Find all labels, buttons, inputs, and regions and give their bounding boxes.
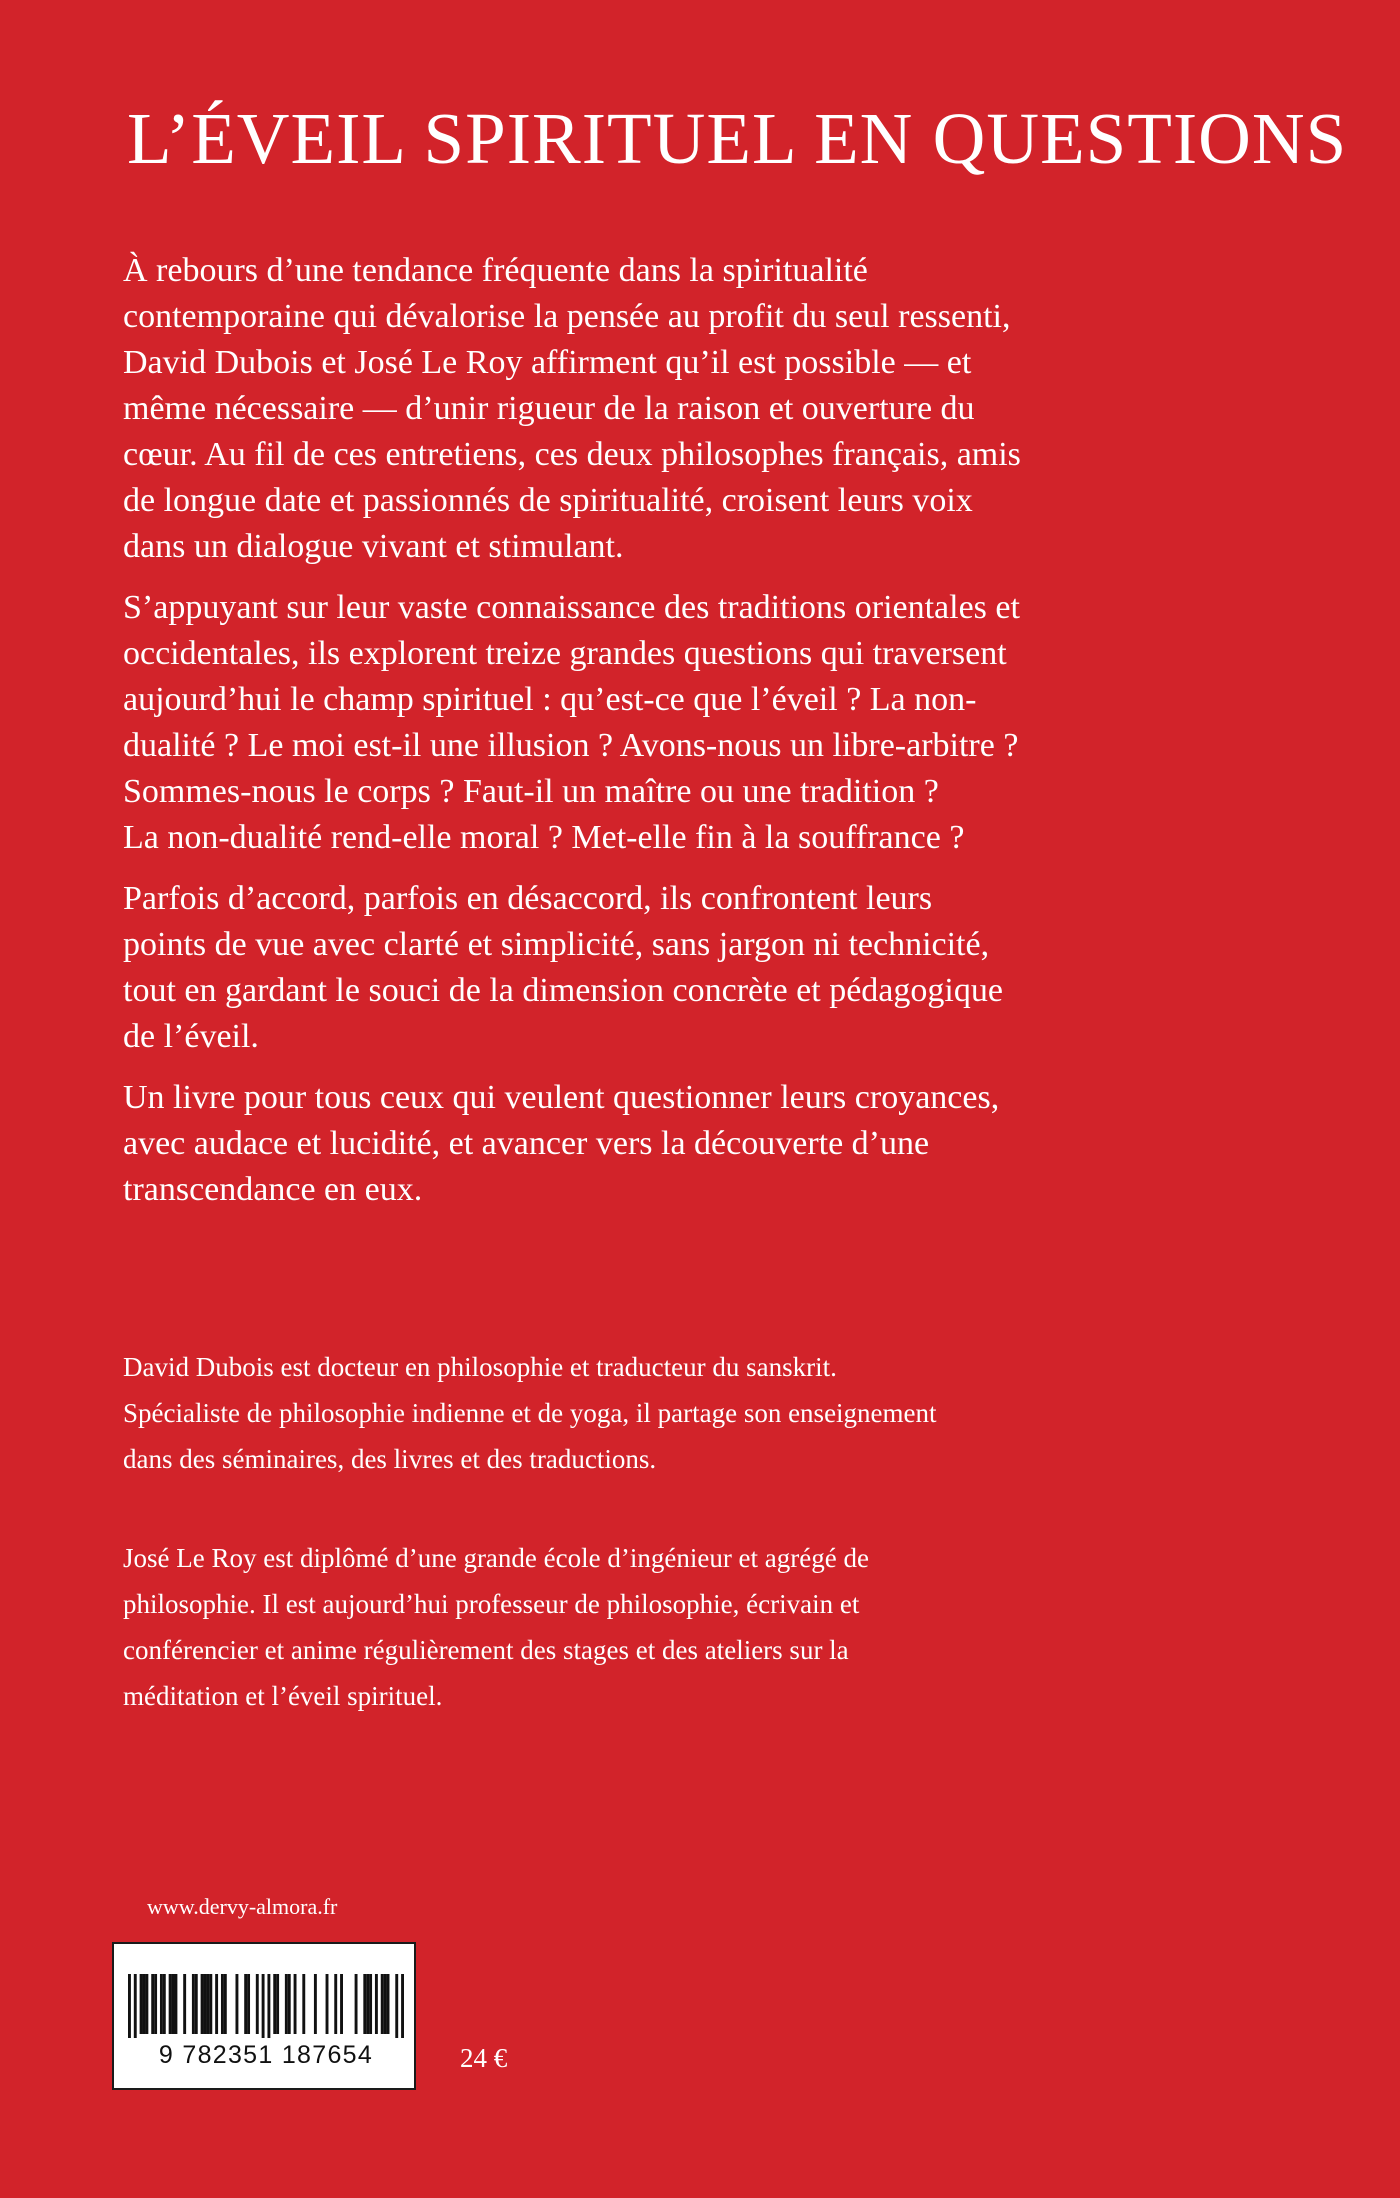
barcode-bar bbox=[183, 1974, 186, 2034]
text-line: contemporaine qui dévalorise la pensée au profit du seul ressenti, bbox=[123, 298, 1011, 335]
barcode-bar bbox=[247, 1974, 250, 2034]
text-line: tout en gardant le souci de la dimension concrète et pédagogique bbox=[123, 972, 1003, 1009]
barcode-bar bbox=[204, 1974, 207, 2034]
barcode-bar bbox=[195, 1974, 198, 2034]
barcode-bar bbox=[201, 1974, 204, 2034]
text-line: dans un dialogue vivant et stimulant. bbox=[123, 528, 624, 565]
barcode-bar bbox=[334, 1974, 337, 2034]
barcode-bar bbox=[375, 1974, 378, 2034]
barcode-bar bbox=[363, 1974, 366, 2034]
barcode-bar bbox=[288, 1974, 291, 2034]
text-line: S’appuyant sur leur vaste connaissance des traditions orientales et bbox=[123, 589, 1020, 626]
barcode-bar bbox=[235, 1974, 238, 2034]
barcode-bar bbox=[366, 1974, 369, 2034]
text-line: Un livre pour tous ceux qui veulent questionner leurs croyances, bbox=[123, 1079, 1000, 1116]
text-line: Parfois d’accord, parfois en désaccord, ils confrontent leurs bbox=[123, 880, 933, 917]
text-line: À rebours d’une tendance fréquente dans la spiritualité bbox=[123, 252, 868, 289]
text-line: de longue date et passionnés de spiritualité, croisent leurs voix bbox=[123, 482, 973, 519]
text-line: Spécialiste de philosophie indienne et de yoga, il partage son enseignement bbox=[123, 1398, 937, 1428]
text-line: cœur. Au fil de ces entretiens, ces deux philosophes français, amis bbox=[123, 436, 1021, 473]
barcode-bar bbox=[355, 1974, 358, 2034]
barcode-bar bbox=[209, 1974, 212, 2034]
barcode-bar bbox=[206, 1974, 209, 2034]
barcode-bar bbox=[314, 1974, 317, 2034]
text-line: dans des séminaires, des livres et des traductions. bbox=[123, 1444, 657, 1474]
barcode-bar bbox=[381, 1974, 384, 2034]
barcode-bar bbox=[387, 1974, 390, 2034]
author-bio-jose-le-roy bbox=[123, 1535, 1283, 1719]
text-line: transcendance en eux. bbox=[123, 1171, 423, 1208]
barcode-bar bbox=[340, 1974, 343, 2034]
text-line: aujourd’hui le champ spirituel : qu’est-ce que l’éveil ? La non- bbox=[123, 681, 977, 718]
description-paragraph bbox=[123, 585, 1308, 861]
barcode-bar bbox=[221, 1974, 224, 2034]
barcode-icon bbox=[128, 1974, 404, 2038]
barcode-bar bbox=[128, 1974, 131, 2038]
barcode-bar bbox=[151, 1974, 154, 2034]
barcode-bar bbox=[174, 1974, 177, 2034]
barcode-bar bbox=[273, 1974, 276, 2034]
barcode-bar bbox=[192, 1974, 195, 2034]
text-line: philosophie. Il est aujourd’hui professeur de philosophie, écrivain et bbox=[123, 1589, 860, 1619]
barcode-bar bbox=[244, 1974, 247, 2034]
barcode-bar bbox=[134, 1974, 137, 2038]
barcode-bar bbox=[326, 1974, 329, 2034]
book-price: 24 € bbox=[460, 2043, 508, 2073]
text-line: dualité ? Le moi est-il une illusion ? Avons-nous un libre-arbitre ? bbox=[123, 727, 1019, 764]
barcode-bar bbox=[302, 1974, 305, 2034]
description-paragraph bbox=[123, 876, 1308, 1060]
barcode-bar bbox=[215, 1974, 218, 2034]
isbn-barcode bbox=[112, 1942, 416, 2090]
text-line: avec audace et lucidité, et avancer vers la découverte d’une bbox=[123, 1125, 930, 1162]
barcode-bar bbox=[154, 1974, 157, 2034]
text-line: points de vue avec clarté et simplicité, sans jargon ni technicité, bbox=[123, 926, 990, 963]
text-line: même nécessaire — d’unir rigueur de la raison et ouverture du bbox=[123, 390, 975, 427]
barcode-bar bbox=[224, 1974, 227, 2034]
barcode-bar bbox=[169, 1974, 172, 2034]
author-bio-david-dubois bbox=[123, 1344, 1283, 1482]
barcode-bar bbox=[285, 1974, 288, 2034]
text-line: de l’éveil. bbox=[123, 1018, 259, 1055]
book-description bbox=[123, 248, 1308, 1228]
book-title: L’ÉVEIL SPIRITUEL EN QUESTIONS bbox=[127, 98, 1348, 179]
text-line: La non-dualité rend-elle moral ? Met-elle fin à la souffrance ? bbox=[123, 819, 965, 856]
publisher-website: www.dervy-almora.fr bbox=[147, 1894, 338, 1919]
barcode-bar bbox=[384, 1974, 387, 2034]
barcode-bar bbox=[143, 1974, 146, 2034]
text-line: conférencier et anime régulièrement des stages et des ateliers sur la bbox=[123, 1635, 849, 1665]
text-line: Sommes-nous le corps ? Faut-il un maître ou une tradition ? bbox=[123, 773, 939, 810]
description-paragraph bbox=[123, 248, 1308, 570]
barcode-bar bbox=[145, 1974, 148, 2034]
barcode-bar bbox=[140, 1974, 143, 2034]
barcode-bar bbox=[160, 1974, 163, 2034]
barcode-bar bbox=[369, 1974, 372, 2034]
barcode-bar bbox=[401, 1974, 404, 2038]
barcode-bar bbox=[262, 1974, 265, 2038]
barcode-bar bbox=[256, 1974, 259, 2034]
barcode-bar bbox=[294, 1974, 297, 2034]
barcode-bar bbox=[172, 1974, 175, 2034]
barcode-bar bbox=[267, 1974, 270, 2038]
barcode-bar bbox=[163, 1974, 166, 2034]
barcode-bar bbox=[395, 1974, 398, 2038]
text-line: occidentales, ils explorent treize grandes questions qui traversent bbox=[123, 635, 1007, 672]
text-line: José Le Roy est diplômé d’une grande école d’ingénieur et agrégé de bbox=[123, 1543, 869, 1573]
text-line: David Dubois est docteur en philosophie et traducteur du sanskrit. bbox=[123, 1352, 837, 1382]
text-line: David Dubois et José Le Roy affirment qu’il est possible — et bbox=[123, 344, 972, 381]
barcode-bar bbox=[276, 1974, 279, 2034]
description-paragraph bbox=[123, 1075, 1308, 1213]
isbn-number: 9 782351 187654 bbox=[158, 2041, 374, 2069]
text-line: méditation et l’éveil spirituel. bbox=[123, 1681, 443, 1711]
